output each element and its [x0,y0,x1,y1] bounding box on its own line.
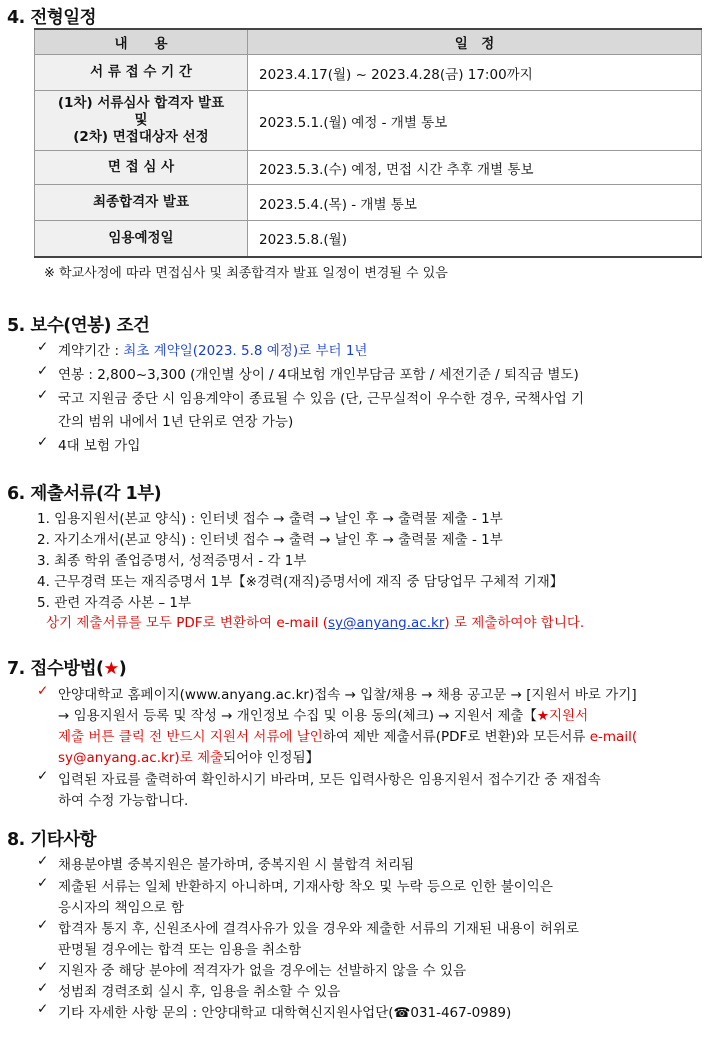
section-6-title: 6. 제출서류(각 1부) [7,484,162,504]
title-text: ) [118,659,127,679]
table-row [35,151,702,185]
check-icon: ✓ [37,768,49,784]
salary-line: 연봉 : 2,800~3,300 (개인별 상이 / 4대보험 개인부담금 포함 / 세전기준 / 퇴직금 별도) [58,367,579,383]
row-label-line: (2차) 면접대상자 선정 [73,129,209,145]
misc-line: 기타 자세한 사항 문의 : 안양대학교 대학혁신지원사업단(☎031-467-0989) [58,1005,512,1021]
reconnect-line-1: 입력된 자료를 출력하여 확인하시기 바라며, 모든 입력사항은 임용지원서 접수기간 중 재접속 [58,772,601,788]
row-value: 2023.5.4.(목) - 개별 통보 [248,185,702,221]
row-label: 면 접 심 사 [35,151,248,185]
row-label: 서 류 접 수 기 간 [35,55,248,91]
check-icon: ✓ [37,853,49,869]
section-8-title: 8. 기타사항 [7,830,97,850]
check-icon: ✓ [37,339,49,355]
table-row [35,91,702,151]
section-7-title [7,655,126,680]
apply-email: sy@anyang.ac.kr)로 제출 [58,750,224,766]
table-row [35,185,702,221]
misc-line: 판명될 경우에는 합격 또는 임용을 취소함 [58,942,302,958]
section-5-title: 5. 보수(연봉) 조건 [7,316,150,336]
misc-line: 제출된 서류는 일체 반환하지 아니하며, 기재사항 착오 및 누락 등으로 인한 불이익은 [58,879,553,895]
row-label-line: 및 [134,112,148,128]
section-4-title: 4. 전형일정 [7,8,97,28]
misc-line: 채용분야별 중복지원은 불가하며, 중복지원 시 불합격 처리됨 [58,857,415,873]
document-item: 3. 최종 학위 졸업증명서, 성적증명서 - 각 1부 [37,553,307,569]
check-icon: ✓ [37,959,49,975]
schedule-note: ※ 학교사정에 따라 면접심사 및 최종합격자 발표 일정이 변경될 수 있음 [44,266,448,281]
row-label: 최종합격자 발표 [35,185,248,221]
document-item: 5. 관련 자격증 사본 – 1부 [37,595,192,611]
insurance-line: 4대 보험 가입 [58,438,141,454]
apply-step-4 [58,746,319,766]
notice-text: ) 로 제출하여야 합니다. [444,615,585,631]
row-value: 2023.5.8.(월) [248,221,702,257]
title-text: 7. 접수방법( [7,659,104,679]
row-label: 임용예정일 [35,221,248,257]
check-icon: ✓ [37,363,49,379]
apply-text: 하여 제반 제출서류(PDF로 변환)와 모든서류 [322,729,590,745]
apply-text: → 임용지원서 등록 및 작성 → 개인정보 수집 및 이용 동의(체크) → 지원서 제출【 [58,708,537,724]
apply-step-2 [58,704,588,724]
notice-text: 상기 제출서류를 모두 PDF로 변환하여 e-mail ( [46,615,328,631]
check-icon: ✓ [37,1001,49,1017]
apply-warning: ★지원서 [536,708,589,724]
submission-notice [46,611,584,631]
reconnect-line-2: 하여 수정 가능합니다. [58,793,189,809]
contract-period [58,339,367,359]
apply-step-3 [58,725,637,745]
check-icon: ✓ [37,387,49,403]
contract-label: 계약기간 : [58,343,124,359]
contract-highlight: 최초 계약일(2023. 5.8 예정)로 부터 1년 [123,343,368,359]
document-item: 1. 임용지원서(본교 양식) : 인터넷 접수 → 출력 → 날인 후 → 출력물 제출 - 1부 [37,511,503,527]
apply-warning: 제출 버튼 클릭 전 반드시 지원서 서류에 날인 [58,729,323,745]
schedule-table [34,28,702,258]
document-item: 2. 자기소개서(본교 양식) : 인터넷 접수 → 출력 → 날인 후 → 출력물 제출 - 1부 [37,532,503,548]
funding-line-2: 간의 범위 내에서 1년 단위로 연장 가능) [58,414,294,430]
misc-line: 성범죄 경력조회 실시 후, 임용을 취소할 수 있음 [58,984,341,1000]
check-icon: ✓ [37,917,49,933]
apply-step-1: 안양대학교 홈페이지(www.anyang.ac.kr)접속 → 입찰/채용 → 채용 공고문 → [지원서 바로 가기] [58,687,637,703]
row-value: 2023.5.3.(수) 예정, 면접 시간 추후 개별 통보 [248,151,702,185]
misc-line: 합격자 통지 후, 신원조사에 결격사유가 있을 경우와 제출한 서류의 기재된 내용이 허위로 [58,921,579,937]
apply-warning: e-mail( [589,729,638,745]
col-header-schedule: 일 정 [248,29,702,55]
row-value: 2023.4.17(월) ~ 2023.4.28(금) 17:00까지 [248,55,702,91]
check-icon: ✓ [37,875,49,891]
row-label-line: (1차) 서류심사 합격자 발표 [57,95,225,111]
col-header-content: 내 용 [35,29,248,55]
check-icon: ✓ [37,980,49,996]
row-label [35,91,248,151]
document-item: 4. 근무경력 또는 재직증명서 1부【※경력(재직)증명서에 재직 중 담당업무 구체적 기재】 [37,574,564,590]
apply-text: 되어야 인정됨】 [223,750,320,766]
check-icon: ✓ [37,434,49,450]
funding-line-1: 국고 지원금 중단 시 임용계약이 종료될 수 있음 (단, 근무실적이 우수한 경우, 국책사업 기 [58,391,585,407]
table-row [35,221,702,257]
row-value: 2023.5.1.(월) 예정 - 개별 통보 [248,91,702,151]
star-icon: ★ [103,659,119,679]
check-icon: ✓ [37,683,49,699]
misc-line: 지원자 중 해당 분야에 적격자가 없을 경우에는 선발하지 않을 수 있음 [58,963,467,979]
misc-line: 응시자의 책임으로 함 [58,900,184,916]
table-row [35,55,702,91]
email-link[interactable]: sy@anyang.ac.kr [328,615,445,631]
